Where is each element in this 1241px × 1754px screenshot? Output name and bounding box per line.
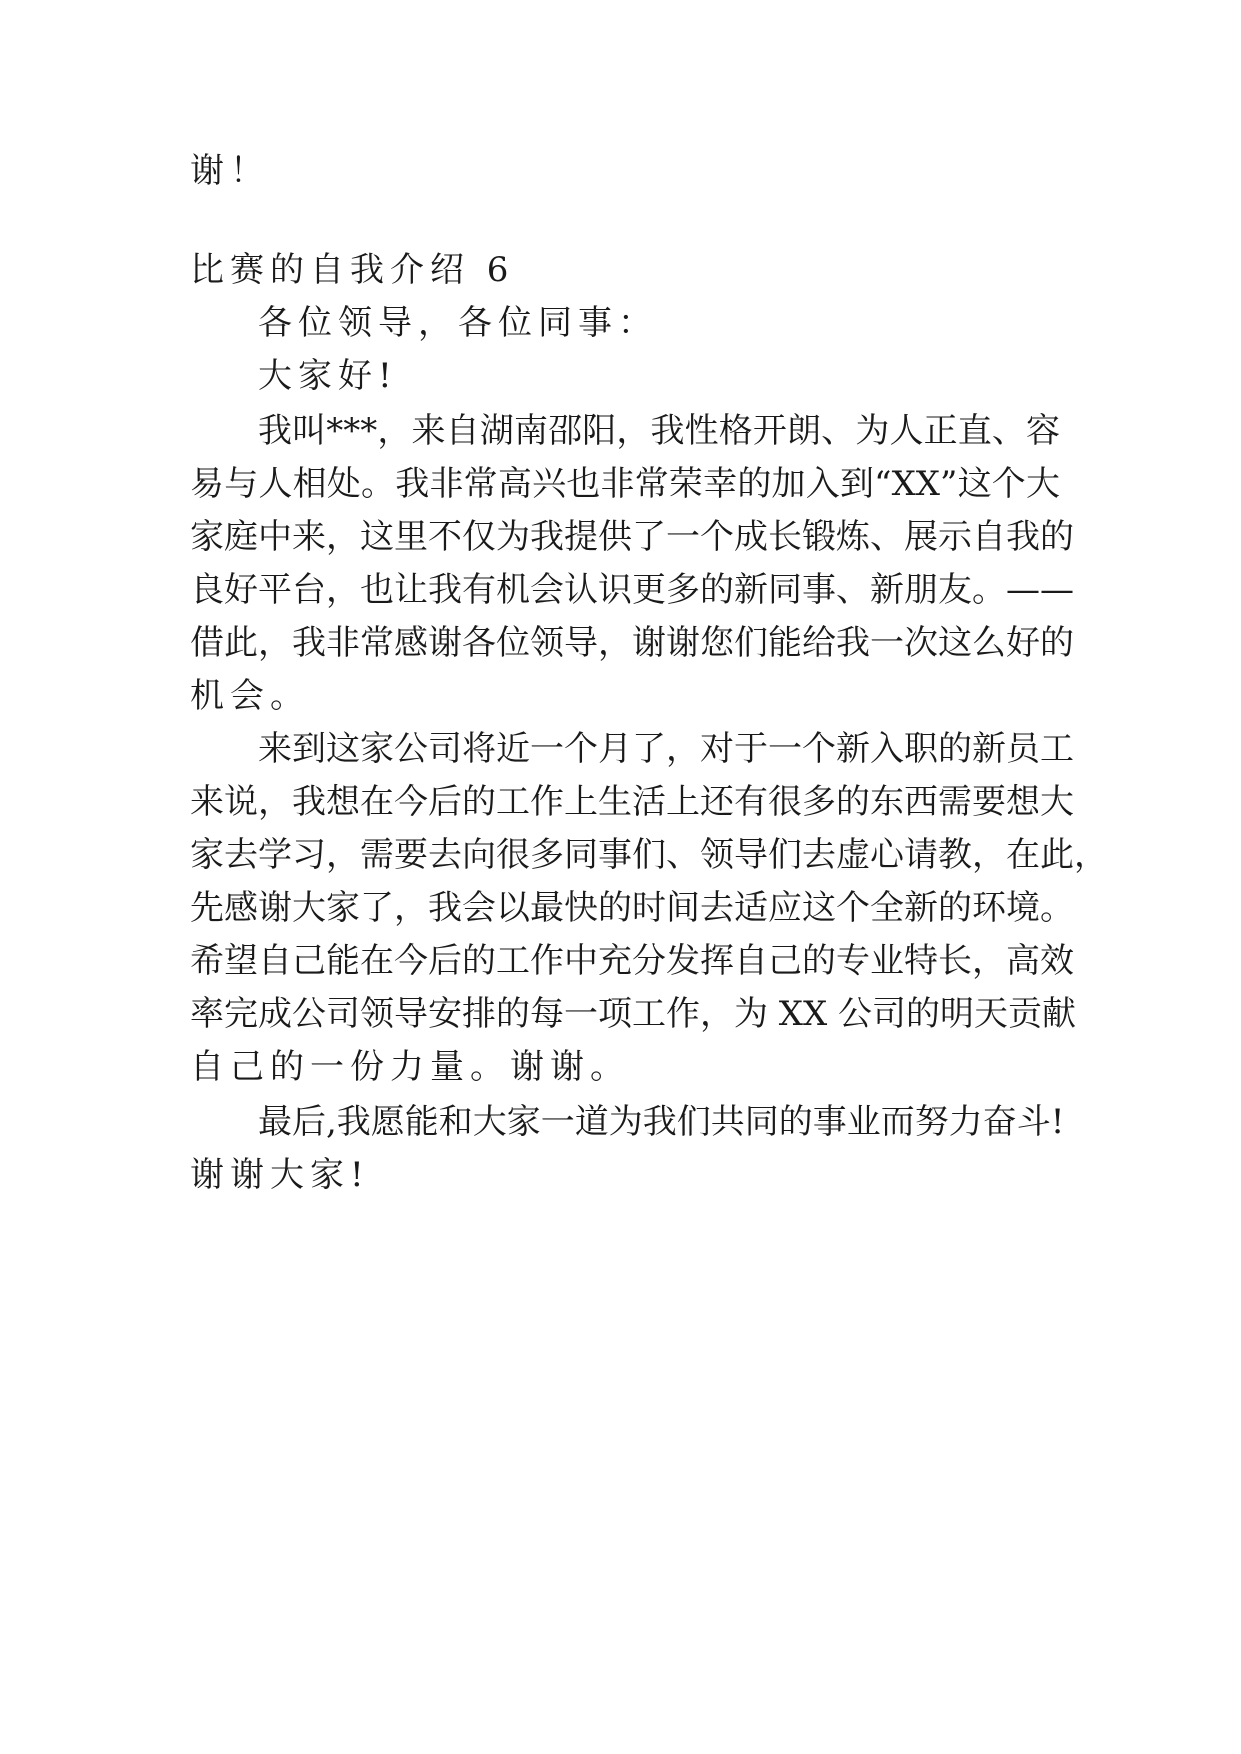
paragraph-2-line: 自己的一份力量。谢谢。 — [190, 1047, 630, 1087]
closing-line: 最后,我愿能和大家一道为我们共同的事业而努力奋斗! — [258, 1102, 1065, 1142]
paragraph-2-line: 希望自己能在今后的工作中充分发挥自己的专业特长，高效 — [190, 941, 1074, 981]
paragraph-1-line: 易与人相处。我非常高兴也非常荣幸的加入到“XX”这个大 — [190, 464, 1060, 504]
paragraph-1-line: 借此，我非常感谢各位领导，谢谢您们能给我一次这么好的 — [190, 623, 1074, 663]
closing-line: 谢谢大家! — [190, 1155, 370, 1195]
paragraph-1-line: 良好平台，也让我有机会认识更多的新同事、新朋友。—— — [190, 570, 1074, 610]
paragraph-2-line: 来说，我想在今后的工作上生活上还有很多的东西需要想大 — [190, 782, 1074, 822]
paragraph-1-line: 家庭中来，这里不仅为我提供了一个成长锻炼、展示自我的 — [190, 517, 1074, 557]
top-fragment: 谢！ — [190, 151, 270, 191]
paragraph-1-line: 机会。 — [190, 676, 310, 716]
paragraph-2-line: 先感谢大家了，我会以最快的时间去适应这个全新的环境。 — [190, 888, 1074, 928]
greeting: 大家好! — [258, 356, 398, 396]
section-title: 比赛的自我介绍 6 — [190, 250, 515, 290]
paragraph-1-line: 我叫***，来自湖南邵阳，我性格开朗、为人正直、容 — [258, 411, 1060, 451]
paragraph-2-line: 来到这家公司将近一个月了，对于一个新入职的新员工 — [258, 729, 1074, 769]
salutation: 各位领导，各位同事： — [258, 303, 658, 343]
paragraph-2-line: 率完成公司领导安排的每一项工作，为 XX 公司的明天贡献 — [190, 994, 1077, 1034]
paragraph-2-line: 家去学习，需要去向很多同事们、领导们去虚心请教，在此， — [190, 835, 1108, 875]
